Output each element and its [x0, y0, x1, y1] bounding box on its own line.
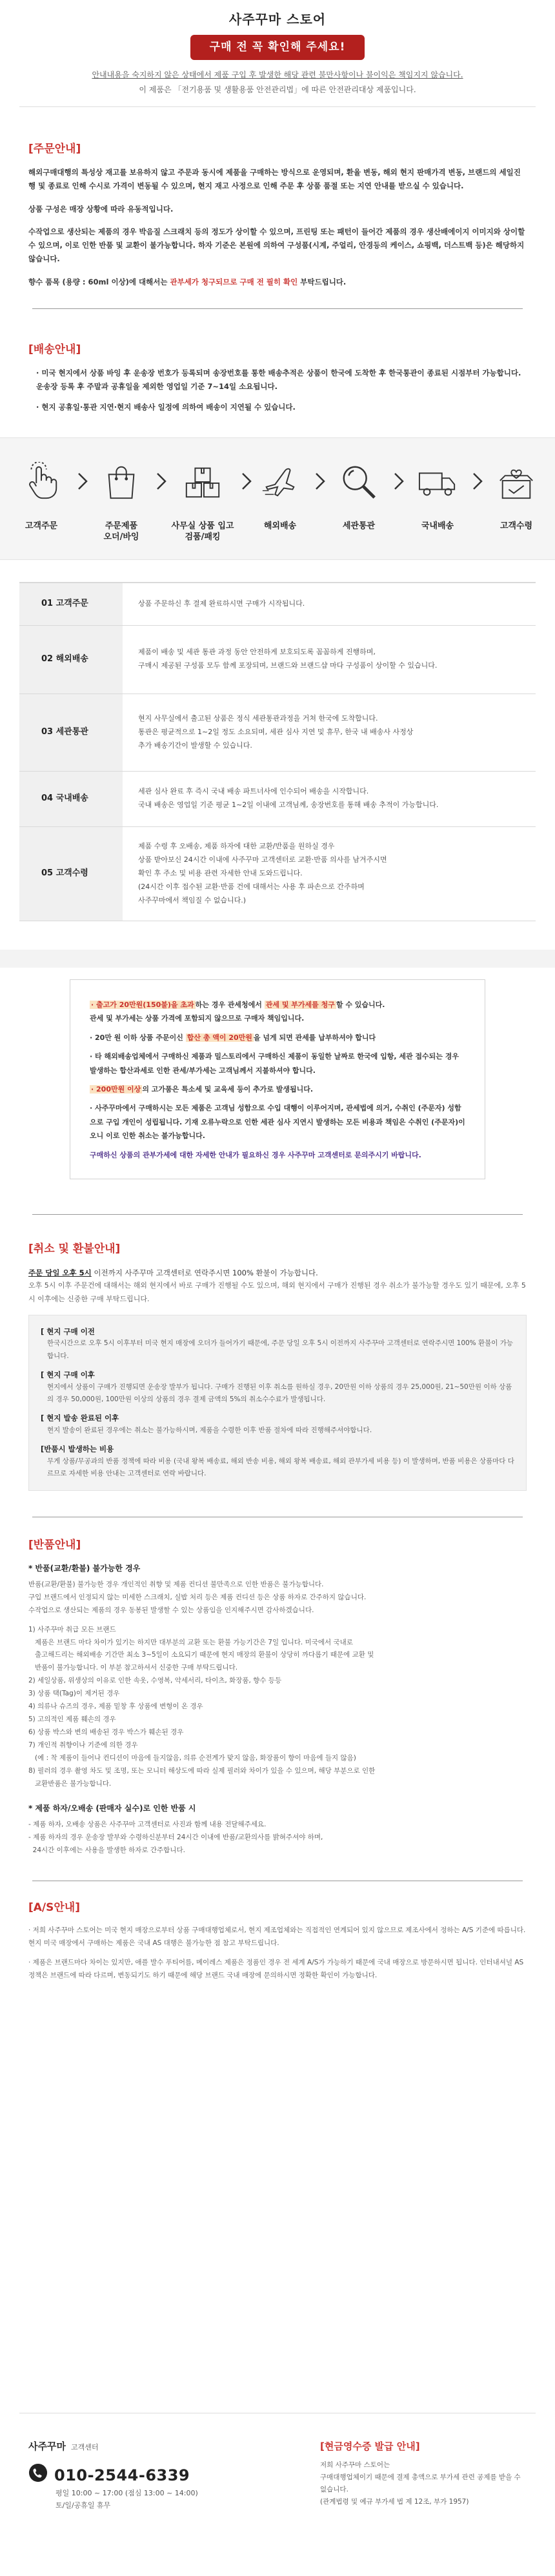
cancel-case-title: [ 현지 발송 완료된 이후: [41, 1413, 119, 1423]
divider: [19, 106, 536, 107]
step-name: 02 해외배송: [19, 626, 123, 694]
airplane-icon: [248, 450, 312, 514]
cancel-title: [취소 및 환불안내]: [28, 1243, 121, 1256]
boxes-icon: [164, 450, 241, 514]
chevron-right-icon: [471, 472, 484, 491]
refund-list: [28, 1624, 527, 1791]
process-band: [0, 437, 555, 560]
perfume-notice-suffix: 부탁드립니다.: [298, 277, 347, 286]
process-step-buying: [89, 438, 154, 543]
cancel-case-title: [반품시 발생하는 비용: [41, 1444, 114, 1454]
customs-text: 할 수 있습니다.: [336, 1000, 385, 1009]
cash-receipt-title: [현금영수증 발급 안내]: [320, 2441, 420, 2452]
list-item: 7) 개인적 취향이나 기준에 의한 경우: [28, 1741, 138, 1750]
step-name: 01 고객주문: [19, 583, 123, 625]
customs-line-2: [90, 1031, 465, 1044]
process-label: 주문제품 오더/바잉: [103, 521, 139, 543]
chevron-right-icon: [76, 472, 89, 491]
cancel-section: [0, 1241, 555, 1306]
divider: [32, 1214, 523, 1215]
refund-intro: 반품(교환/환불) 불가능한 경우 개인적인 취향 및 제품 컨디션 불만족으로 인한 반품은 불가능합니다. 구입 브랜드에서 인정되지 않는 미세한 스크래치, 실밥 처리 등은 제품 컨디션 등은 상품 하자로 간주하지 않습니다. 수작업으로 생산되는 제품의 경우 동봉된 발생할 수 있는 상품임을 인지해주시면 감사하겠습니다.: [28, 1580, 367, 1614]
process-label: 고객수령: [500, 521, 533, 531]
shipping-section: [0, 341, 555, 414]
process-label: 세관통관: [342, 521, 376, 531]
customs-luxury-highlight: · 200만원 이상: [91, 1085, 141, 1093]
process-step-table: [19, 582, 536, 921]
step-name: 05 고객수령: [19, 827, 123, 921]
order-info-section: [0, 141, 555, 289]
table-row: [19, 827, 536, 921]
table-row: [19, 694, 536, 772]
process-label: 해외배송: [263, 521, 297, 531]
chevron-right-icon: [314, 472, 327, 491]
list-item: - 제품 하자, 오배송 상품은 사주꾸마 고객센터로 사진과 함께 내용 전달해주세요.: [28, 1820, 267, 1828]
order-info-paragraph-1: 해외구매대행의 특성상 재고를 보유하지 않고 주문과 동시에 제품을 구매하는 방식으로 운영되며, 환율 변동, 해외 현지 판매가격 변동, 브랜드의 세일진행 및 종료로 인해 수시로 가격이 변동될 수 있으며, 현지 재고 사정으로 인해 주문 후 상품 품절 또는 지연 안내를 받으실 수 있습니다.: [28, 167, 521, 191]
as-paragraph-2: · 제품은 브랜드마다 차이는 있지만, 애플 발수 푸티어를, 메이레스 제품은 정품인 경우 전 세계 A/S가 가능하기 때문에 국내 매장으로 방문하시면 됩니다. 인터내셔널 AS 정책은 브랜드에 따라 다르며, 변동되기도 하기 때문에 해당 브랜드 국내 매장에 문의하시면 정확한 확인이 가능합니다.: [28, 1958, 524, 1979]
table-row: [19, 626, 536, 694]
header-note-line-1: 안내내용을 숙지하지 않은 상태에서 제품 구입 후 발생한 해당 관련 불만사항이나 불이익은 책임지지 않습니다.: [92, 70, 463, 80]
customs-line-4: [90, 1083, 465, 1096]
chevron-right-icon: [392, 472, 405, 491]
list-item: 24시간 이후에는 사용을 발생한 하자로 간주합니다.: [28, 1846, 185, 1854]
list-item: - 제품 하자의 경우 운송장 발부와 수령하신분부터 24시간 이내에 반품/교환의사를 밝혀주셔야 하며,: [28, 1833, 323, 1841]
cancel-paragraph-2: 오후 5시 이후 주문건에 대해서는 해외 현지에서 바로 구매가 진행될 수도 있으며, 해외 현지에서 구매가 진행된 경우 취소가 불가능할 경우도 있기 때문에, 오후 5시 이후에는 신중한 구매 부탁드립니다.: [28, 1281, 526, 1303]
header-note-line-2: 이 제품은 「전기용품 및 생활용품 안전관리법」에 따른 안전관리대상 제품입니다.: [139, 85, 416, 94]
cancel-case-text: 현지 발송이 완료된 경우에는 취소는 불가능하시며, 제품을 수령한 이후 반품 절차에 따라 진행해주셔야합니다.: [47, 1426, 372, 1434]
customs-text: 을 넘게 되면 관세를 납부하셔야 합니다: [253, 1033, 376, 1042]
process-step-order: [9, 438, 74, 532]
phone-icon: [28, 2463, 48, 2488]
list-item: 3) 상품 택(Tag)이 제거된 경우: [28, 1690, 120, 1698]
list-item: 8) 필러의 경우 촬영 차도 및 조명, 또는 모니터 해상도에 따라 실제 필러와 차이가 있을 수 있으며, 해당 부분으로 인한: [28, 1766, 376, 1775]
step-description: 제품 수령 후 오배송, 제품 하자에 대한 교환/반품을 원하실 경우 상품 받아보신 24시간 이내에 사주꾸마 고객센터로 교환·반품 의사를 남겨주시면 확인 후 주소 및 비용 관련 자세한 안내 도와드립니다. (24시간 이후 접수된 교환·반품 건에 대해서는 사용 후 파손으로 간주하며 사주꾸마에서 책임질 수 없습니다.): [123, 827, 536, 921]
table-row: [19, 772, 536, 827]
customer-center: [28, 2439, 280, 2512]
step-description: 세관 심사 완료 후 즉시 국내 배송 파트너사에 인수되어 배송을 시작합니다. 국내 배송은 영업일 기준 평균 1~2일 이내에 고객님께, 송장번호를 통해 배송 추적이 가능합니다.: [123, 772, 536, 826]
process-label: 국내배송: [421, 521, 454, 531]
customs-line-3: · 타 해외배송업체에서 구매하신 제품과 밀스토리에서 구매하신 제품이 동일한 날짜로 한국에 입항, 세관 접수되는 경우 발생하는 합산과세로 인한 관세/부가세는 고객님께서 지불하셔야 합니다.: [90, 1052, 459, 1075]
order-info-paragraph-2: 상품 구성은 매장 상황에 따라 유동적입니다.: [28, 204, 174, 214]
refund-heading-not-allowed: * 반품(교환/환불) 불가능한 경우: [28, 1563, 141, 1573]
step-name: 03 세관통관: [19, 694, 123, 771]
customs-total-highlight: 합산 총 액이 20만원: [187, 1033, 252, 1042]
customs-text: 의 고가품은 특소세 및 교육세 등이 추가로 발생됩니다.: [142, 1085, 314, 1093]
cancel-case-text: 현지에서 상품이 구매가 진행되면 운송장 발부가 됩니다. 구매가 진행된 이후 취소를 원하실 경우, 20만원 이하 상품의 경우 25,000원, 21~50만원 이하 상품의 경우 50,000원, 100만원 이상의 상품의 경우 결제 금액의 5%의 취소수수료가 발생됩니다.: [47, 1383, 512, 1403]
process-label: 고객주문: [25, 521, 58, 531]
list-item: (예 : 착 제품이 들어나 컨디션이 마음에 들지않음, 의류 순전계가 맞지 않음, 화장품이 향이 마음에 들지 않음): [28, 1753, 356, 1762]
list-item: 2) 세일상품, 위생상의 이유로 인한 속옷, 수영복, 악세서리, 타이츠, 화장품, 향수 등등: [28, 1677, 282, 1685]
business-hours: 평일 10:00 ~ 17:00 (점심 13:00 ~ 14:00): [56, 2489, 198, 2498]
notice-badge: 구매 전 꼭 확인해 주세요!: [190, 35, 365, 60]
process-step-customs: [327, 438, 391, 532]
store-title: 사주꾸마 스토어: [228, 12, 327, 27]
customer-center-label: 고객센터: [70, 2443, 99, 2451]
cancel-case-title: [ 현지 구매 이후: [41, 1370, 95, 1380]
list-item: 교환반품은 불가능합니다.: [28, 1779, 112, 1788]
list-item: 5) 고의적인 제품 훼손의 경우: [28, 1715, 116, 1724]
refund-title: [반품안내]: [28, 1539, 81, 1552]
customs-line-1: [90, 998, 465, 1026]
shipping-title: [배송안내]: [28, 343, 81, 356]
perfume-notice-prefix: 향수 품목 (용량 : 60ml 이상)에 대해서는: [28, 277, 170, 286]
customs-threshold: · 출고가 20만원(150불)을 초과: [91, 1000, 194, 1009]
list-item: 제품은 브랜드 마다 차이가 있기는 하지만 대부분의 교환 또는 환불 가능기간은 7일 입니다. 미국에서 국내로: [28, 1638, 353, 1646]
process-step-received: [484, 438, 549, 532]
as-paragraph-1: · 저희 사주꾸마 스토어는 미국 현지 매장으로부터 상품 구매대행업체로서, 현지 제조업체와는 직접적인 연계되어 있지 않으므로 제조사에서 정하는 A/S 기준에 따릅니다. 현지 미국 매장에서 구매하는 제품은 국내 AS 대행은 불가능한 점 참고 부탁드립니다.: [28, 1926, 526, 1947]
shopping-bag-icon: [89, 450, 154, 514]
order-info-paragraph-4: [28, 275, 527, 289]
process-step-domestic: [405, 438, 470, 532]
holiday-notice: 토/일/공휴일 휴무: [56, 2501, 111, 2510]
customs-tax-highlight: 관세 및 부가세를 청구: [265, 1000, 335, 1009]
order-info-paragraph-3: 수작업으로 생산되는 제품의 경우 박음질 스크래치 등의 정도가 상이할 수 있으며, 프린팅 또는 패턴이 들어간 제품의 경우 생산배에이지 이미지와 상이할 수 있으며, 이로 인한 반품 및 교환이 불가능합니다. 하자 기준은 본원에 의하여 구성품(시계, 주얼리, 안경등의 케이스, 쇼핑백, 더스트백 등)은 해당하지 않습니다.: [28, 226, 525, 264]
shipping-bullet-2: · 현지 공휴일·통관 지연·현지 배송사 일정에 의하여 배송이 지연될 수 있습니다.: [36, 402, 296, 412]
header-note: [0, 68, 555, 97]
truck-icon: [405, 450, 470, 514]
customs-notice-box: [70, 979, 485, 1180]
cash-receipt-text: 저희 사주꾸마 스토어는 구매대행업체이기 때문에 결제 총액으로 부가세 관련 공제를 받을 수 없습니다. (관계법령 및 예규 부가세 법 제 12조, 부가 1957): [320, 2461, 521, 2506]
phone-row: [28, 2463, 280, 2488]
list-item: 1) 사주꾸마 취급 모든 브랜드: [28, 1625, 116, 1633]
magnifier-icon: [327, 450, 391, 514]
as-section: [0, 1899, 555, 1982]
customs-contact-note: 구매하신 상품의 관부가세에 대한 자세한 안내가 필요하신 경우 사주꾸마 고객센터로 문의주시기 바랍니다.: [90, 1150, 421, 1159]
cancel-case-title: [ 현지 구매 이전: [41, 1326, 95, 1336]
cancel-deadline: 주문 당일 오후 5시: [28, 1268, 92, 1277]
list-item: 출고해드리는 해외배송 기간만 최소 3~5일이 소요되기 때문에 현지 매장의 환불이 상당히 까다롭기 때문에 교환 및: [28, 1651, 374, 1659]
process-step-overseas: [248, 438, 312, 532]
order-info-title: [주문안내]: [28, 142, 81, 155]
brand-label: 사주꾸마: [28, 2441, 66, 2452]
brand-name: [28, 2439, 280, 2454]
list-item: 6) 상품 박스와 변의 배송된 경우 박스가 훼손된 경우: [28, 1728, 184, 1737]
section-band: [0, 950, 555, 968]
touch-hand-icon: [9, 450, 74, 514]
as-title: [A/S안내]: [28, 1901, 80, 1914]
cancel-detail-box: [28, 1315, 527, 1492]
customs-text: · 20만 원 이하 상품 주문이신: [90, 1033, 186, 1042]
process-step-packing: [164, 438, 241, 543]
customs-line-5: · 사주꾸마에서 구매하시는 모든 제품은 고객님 성함으로 수입 대행이 이루어지며, 관세법에 의거, 수취인 (주문자) 성함으로 구입 개인이 성립됩니다. 기재 오류누락으로 인한 세관 심사 지연시 발생하는 모든 비용과 책임은 수취인 (주문자)이오니 이로 인한 취소는 불가능합니다.: [90, 1104, 465, 1141]
shipping-bullet-1: · 미국 현지에서 상품 바잉 후 운송장 번호가 등록되며 송장번호를 통한 배송추적은 상품이 한국에 도착한 후 한국통관이 종료된 시점부터 가능합니다. 운송장 등록 후 주말과 공휴일을 제외한 영업일 기준 7~14일 소요됩니다.: [36, 368, 521, 392]
header: [0, 0, 555, 97]
customs-text: 관세 및 부가세는 상품 가격에 포함되지 않으므로 구매자 책임입니다.: [90, 1014, 305, 1023]
process-label: 사무실 상품 입고 검품/패킹: [171, 521, 234, 543]
phone-number[interactable]: 010-2544-6339: [54, 2466, 190, 2484]
step-description: 상품 주문하신 후 결제 완료하시면 구매가 시작됩니다.: [123, 583, 536, 625]
perfume-notice-highlight: 관부세가 청구되므로 구매 전 필히 확인: [170, 277, 298, 286]
step-description: 현지 사무실에서 출고된 상품은 정식 세관통관과정을 거쳐 한국에 도착합니다. 통관은 평균적으로 1~2일 정도 소요되며, 세관 심사 지연 및 휴무, 한국 내 배송사 사정상 추가 배송기간이 발생할 수 있습니다.: [123, 694, 536, 771]
cancel-case-text: 한국시간으로 오후 5시 이후부터 미국 현지 매장에 오더가 들어가기 때문에, 주문 당일 오후 5시 이전까지 사주꾸마 고객센터로 연락주시면 100% 환불이 가능합니다.: [47, 1339, 514, 1360]
cancel-text: 이전까지 사주꾸마 고객센터로 연락주시면 100% 환불이 가능합니다.: [91, 1268, 318, 1277]
list-item: 4) 의류나 슈즈의 경우, 제품 밑창 후 상품에 변형이 온 경우: [28, 1702, 203, 1711]
footer: [28, 2439, 527, 2512]
divider: [32, 308, 523, 309]
cash-receipt-info: [320, 2439, 527, 2512]
cancel-case-text: 무게 상품/무공과의 반품 정책에 따라 비용 (국내 왕복 배송료, 해외 반송 비용, 해외 왕복 배송료, 해외 관부가세 비용 등) 이 발생하며, 반품 비용은 상품마다 다르므로 자세한 비용 안내는 고객센터로 연락 바랍니다.: [47, 1457, 514, 1477]
step-description: 제품이 배송 및 세관 통관 과정 동안 안전하게 보호되도록 꼼꼼하게 진행하며, 구매시 제공된 구성품 모두 함께 포장되며, 브랜드와 브랜드샵 마다 구성품이 상이할 수 있습니다.: [123, 626, 536, 694]
customs-text: 하는 경우 관세청에서: [195, 1000, 265, 1009]
refund-section: [0, 1537, 555, 1857]
package-heart-icon: [484, 450, 549, 514]
step-name: 04 국내배송: [19, 772, 123, 826]
refund-heading-defect: * 제품 하자/오배송 (판매자 실수)로 인한 반품 시: [28, 1803, 196, 1813]
list-item: 반품이 불가능합니다. 이 부분 참고하셔서 신중한 구매 부탁드립니다.: [28, 1664, 238, 1672]
cancel-paragraph-1: [28, 1266, 527, 1280]
table-row: [19, 583, 536, 626]
